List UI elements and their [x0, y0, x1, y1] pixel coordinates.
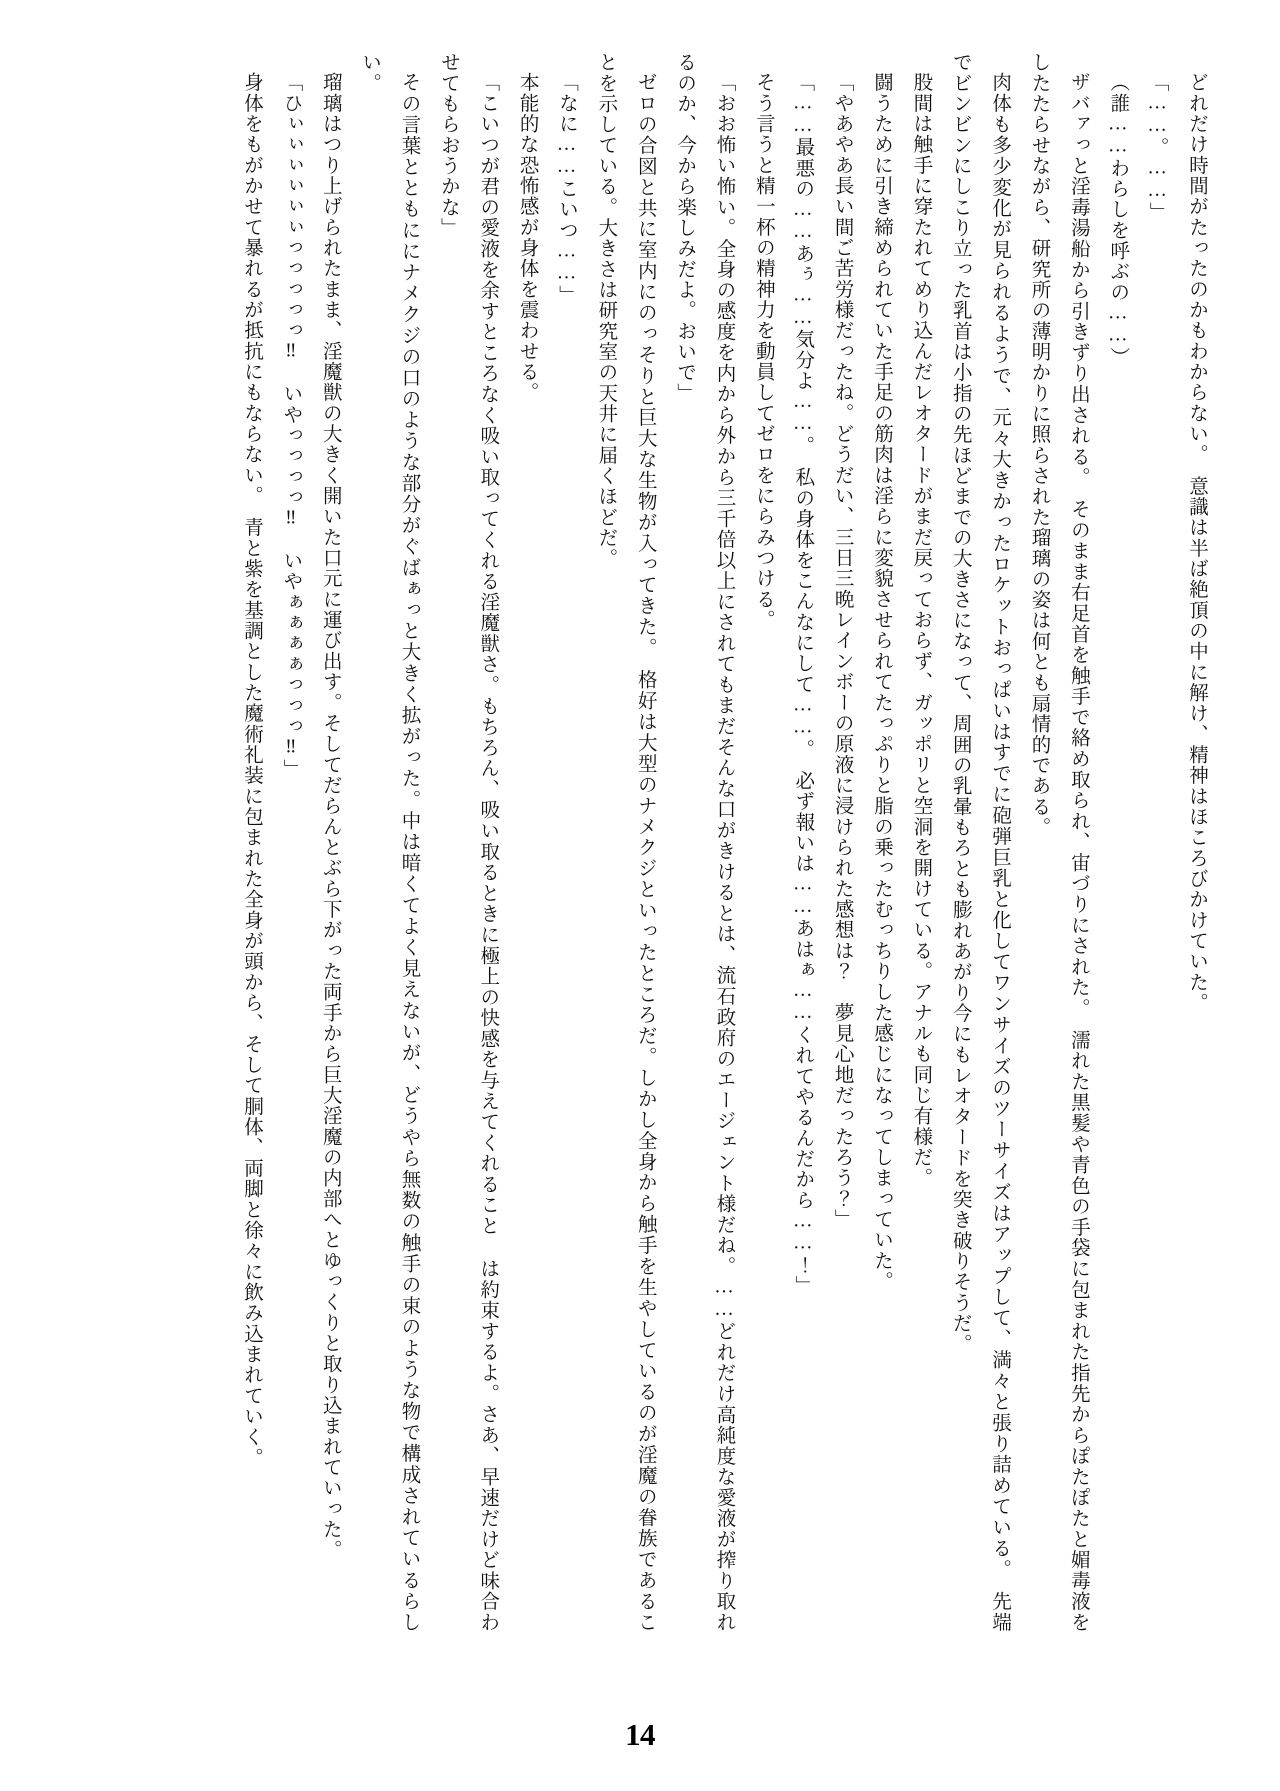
paragraph: ゼロの合図と共に室内にのっそりと巨大な生物が入ってきた。 格好は大型のナメクジといったところだ。しかし全身から触手を生やしているのが淫魔の眷族であることを示している。大きさは研究室の天井に届くほどだ。	[595, 52, 656, 1632]
paragraph: どれだけ時間がたったのかもわからない。 意識は半ば絶頂の中に解け、精神はほころびかけていた。	[1186, 71, 1207, 1013]
paragraph: 瑠璃はつり上げられたまま、淫魔獣の大きく開いた口元に運び出す。そしてだらんとぶら下がった両手から巨大淫魔の内部へとゆっくりと取り込まれていった。	[319, 71, 341, 1560]
paragraph: そう言うと精一杯の精神力を動員してゼロをにらみつける。	[752, 71, 774, 630]
paragraph: 肉体も多少変化が見られるようで、元々大きかったロケットおっぱいはすでに砲弾巨乳と化してワンサイズのツーサイズはアップして、満々と張り詰めている。 先端でビンビンにしこり立った乳首は小指の先ほどまでの大きさになって、周囲の乳暈もろとも膨れあがり今にもレオタードを突き破りそうだ。	[949, 52, 1011, 1632]
paragraph: 股間は触手に穿たれてめり込んだレオタードがまだ戻っておらず、ガッポリと空洞を開けている。アナルも同じ有様だ。	[910, 71, 932, 1188]
page-text-body	[72, 52, 1216, 1632]
paragraph: 闘うために引き締められていた手足の筋肉は淫らに変貌させられてたっぷりと脂の乗ったむっちりした感じになってしまっていた。	[871, 71, 892, 1292]
paragraph: 「……。……」	[1146, 71, 1168, 223]
paragraph: 本能的な恐怖感が身体を震わせる。	[516, 71, 538, 403]
page-number: 14	[625, 1717, 655, 1752]
paragraph: 「こいつが君の愛液を余すところなく吸い取ってくれる淫魔獣さ。もちろん、吸い取るときに極上の快感を与えてくれること は約束するよ。さあ、早速だけど味合わせてもらおうかな」	[437, 52, 499, 1632]
paragraph: 身体をもがかせて暴れるが抵抗にもならない。 青と紫を基調とした魔術礼装に包まれた全身が頭から、そして胴体、両脚と徐々に飲み込まれていく。	[241, 71, 262, 1468]
paragraph: ザバァっと淫毒湯船から引きずり出される。 そのまま右足首を触手で絡め取られ、宙づりにされた。 濡れた黒髪や青色の手袋に包まれた指先からぽたぽたと媚毒液をしたたらせながら、研究所の薄明かりに照らされた瑠璃の姿は何とも扇情的である。	[1028, 52, 1089, 1632]
paragraph: 「なに……こいつ……」	[556, 71, 577, 305]
paragraph: 「おお怖い怖い。全身の感度を内から外から三千倍以上にされてもまだそんな口がきけるとは、流石政府のエージェント様だね。……どれだけ高純度な愛液が搾り取れるのか、今から楽しみだよ。おいで」	[674, 52, 735, 1632]
paragraph: 「やあやあ長い間ご苦労様だったね。どうだい、三日三晩レインボーの原液に浸けられた感想は？ 夢見心地だったろう？」	[831, 71, 853, 1230]
paragraph: 「ひぃぃぃぃぃぃっっっっっ‼ いやっっっっ‼ いやぁぁぁぁっっっ‼」	[280, 71, 302, 779]
paragraph: その言葉とともににナメクジの口のような部分がぐばぁっと大きく拡がった。中は暗くてよく見えないが、どうやら無数の触手の束のような物で構成されているらしい。	[359, 52, 420, 1632]
paragraph: （誰……わらしを呼ぶの……）	[1107, 71, 1129, 367]
paragraph: 「……最悪の……あぅ……気分よ……。 私の身体をこんなにして……。 必ず報いは……あはぁ……くれてやるんだから……！」	[792, 71, 814, 1296]
